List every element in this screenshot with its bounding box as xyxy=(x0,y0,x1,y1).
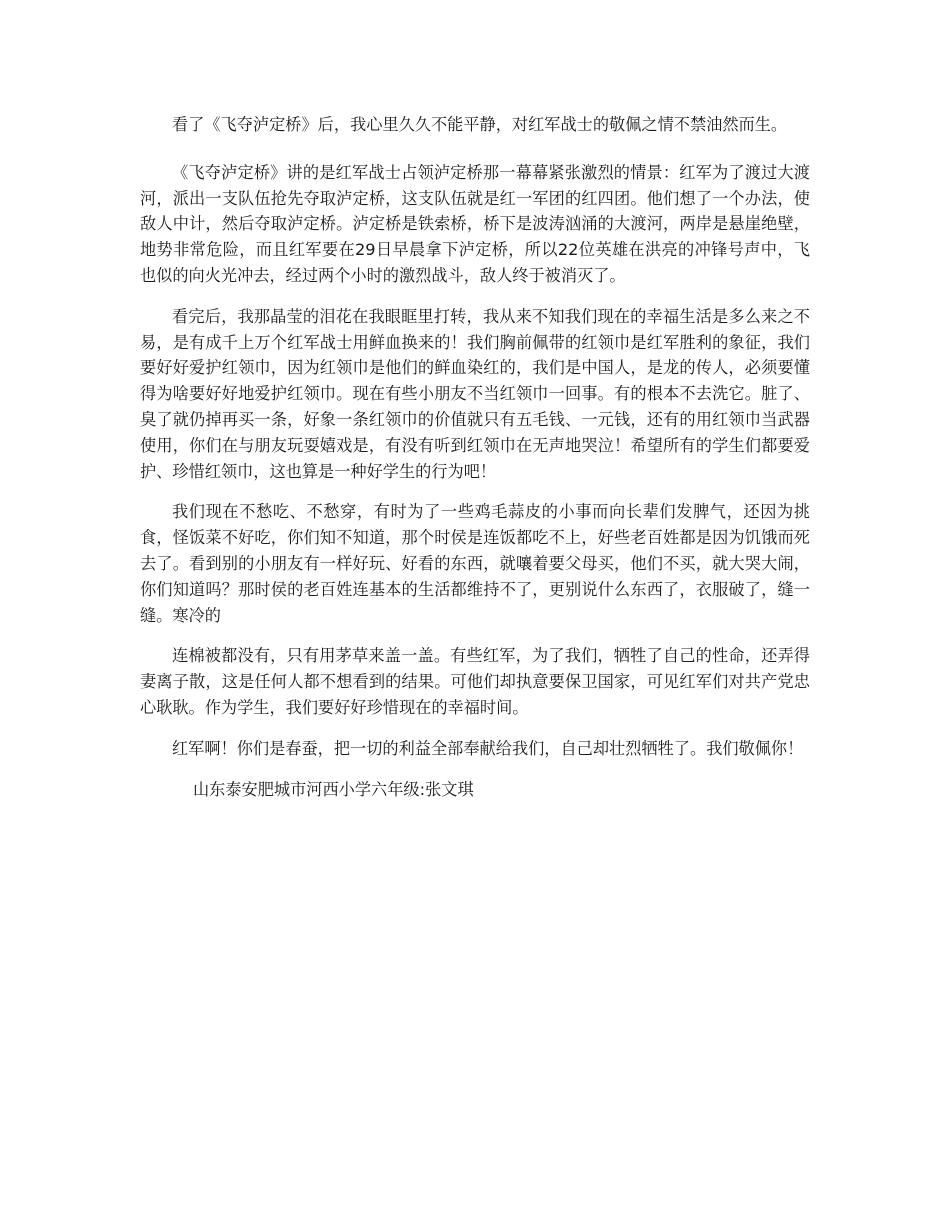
paragraph-5: 连棉被都没有，只有用茅草来盖一盖。有些红军，为了我们，牺牲了自己的性命，还弄得妻离子散，这是任何人都不想看到的结果。可他们却执意要保卫国家，可见红军们对共产党忠心耿耿。作为学生，我们要好好珍惜现在的幸福时间。 xyxy=(140,646,810,717)
paragraph-4: 我们现在不愁吃、不愁穿，有时为了一些鸡毛蒜皮的小事而向长辈们发脾气，还因为挑食，怪饭菜不好吃，你们知不知道，那个时侯是连饭都吃不上，好些老百姓都是因为饥饿而死去了。看到别的小朋友有一样好玩、好看的东西，就嚷着要父母买，他们不买，就大哭大闹，你们知道吗？那时侯的老百姓连基本的生活都维持不了，更别说什么东西了，衣服破了，缝一缝。寒冷的 xyxy=(140,502,810,625)
paragraph-2: 《飞夺泸定桥》讲的是红军战士占领泸定桥那一幕幕紧张激烈的情景：红军为了渡过大渡河，派出一支队伍抢先夺取泸定桥，这支队伍就是红一军团的红四团。他们想了一个办法，使敌人中计，然后夺取泸定桥。泸定桥是铁索桥，桥下是波涛汹涌的大渡河，两岸是悬崖绝壁，地势非常危险，而且红军要在29日早晨拿下泸定桥，所以22位英雄在洪亮的冲锋号声中，飞也似的向火光冲去，经过两个小时的激烈战斗，敌人终于被消灭了。 xyxy=(140,162,810,285)
paragraph-1: 看了《飞夺泸定桥》后，我心里久久不能平静，对红军战士的敬佩之情不禁油然而生。 xyxy=(172,115,788,134)
author-signature: 山东泰安肥城市河西小学六年级:张文琪 xyxy=(193,779,474,799)
paragraph-6: 红军啊！你们是春蚕，把一切的利益全部奉献给我们，自己却壮烈牺牲了。我们敬佩你！ xyxy=(172,738,804,758)
essay-body xyxy=(140,112,810,802)
paragraph-3: 看完后，我那晶莹的泪花在我眼眶里打转，我从来不知我们现在的幸福生活是多么来之不易，是有成千上万个红军战士用鲜血换来的！我们胸前佩带的红领巾是红军胜利的象征，我们要好好爱护红领巾，因为红领巾是他们的鲜血染红的，我们是中国人，是龙的传人，必须要懂得为啥要好好地爱护红领巾。现在有些小朋友不当红领巾一回事。有的根本不去洗它。脏了、臭了就仍掉再买一条，好象一条红领巾的价值就只有五毛钱、一元钱，还有的用红领巾当武器使用，你们在与朋友玩耍嬉戏是，有没有听到红领巾在无声地哭泣！希望所有的学生们都要爱护、珍惜红领巾，这也算是一种好学生的行为吧！ xyxy=(140,306,810,481)
